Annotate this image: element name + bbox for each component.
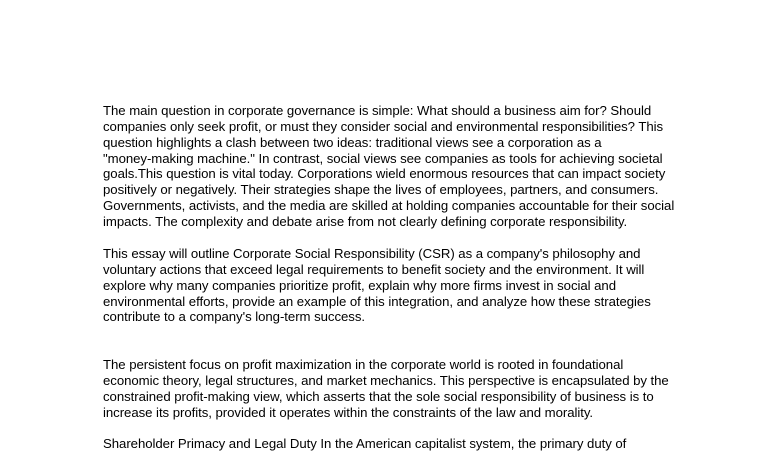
text-line: goals.This question is vital today. Corporations wield enormous resources that can impact society [103,166,666,182]
text-line: Governments, activists, and the media are skilled at holding companies accountable for their social [103,198,675,214]
text-line: positively or negatively. Their strategies shape the lives of employees, partners, and consumers. [103,182,659,198]
text-line: companies only seek profit, or must they consider social and environmental responsibilities? This [103,118,664,134]
text-line: increase its profits, provided it operates within the constraints of the law and morality. [103,404,594,420]
paragraph-profit-focus [103,357,703,420]
paragraph-shareholder-primacy [103,436,703,452]
text-line: environmental efforts, provide an example of this integration, and analyze how these strategies [103,293,651,309]
paragraph-intro [103,103,703,230]
text-line: The persistent focus on profit maximization in the corporate world is rooted in foundational [103,357,624,372]
text-line: This essay will outline Corporate Social Responsibility (CSR) as a company's philosophy and [103,246,641,261]
text-line: question highlights a clash between two ideas: traditional views see a corporation as a [103,134,602,150]
text-line: "money-making machine." In contrast, social views see companies as tools for achieving societal [103,150,663,166]
text-line: constrained profit-making view, which asserts that the sole social responsibility of business is to [103,388,654,404]
text-line: voluntary actions that exceed legal requirements to benefit society and the environment. It will [103,261,645,277]
text-line: contribute to a company's long-term success. [103,309,365,325]
text-line: The main question in corporate governance is simple: What should a business aim for? Should [103,103,652,118]
text-line: economic theory, legal structures, and market mechanics. This perspective is encapsulated by the [103,372,669,388]
text-line: Shareholder Primacy and Legal Duty In the American capitalist system, the primary duty of [103,436,627,451]
text-line: impacts. The complexity and debate arise from not clearly defining corporate responsibility. [103,213,628,229]
text-line: explore why many companies prioritize profit, explain why more firms invest in social and [103,277,617,293]
paragraph-essay-outline [103,246,703,325]
